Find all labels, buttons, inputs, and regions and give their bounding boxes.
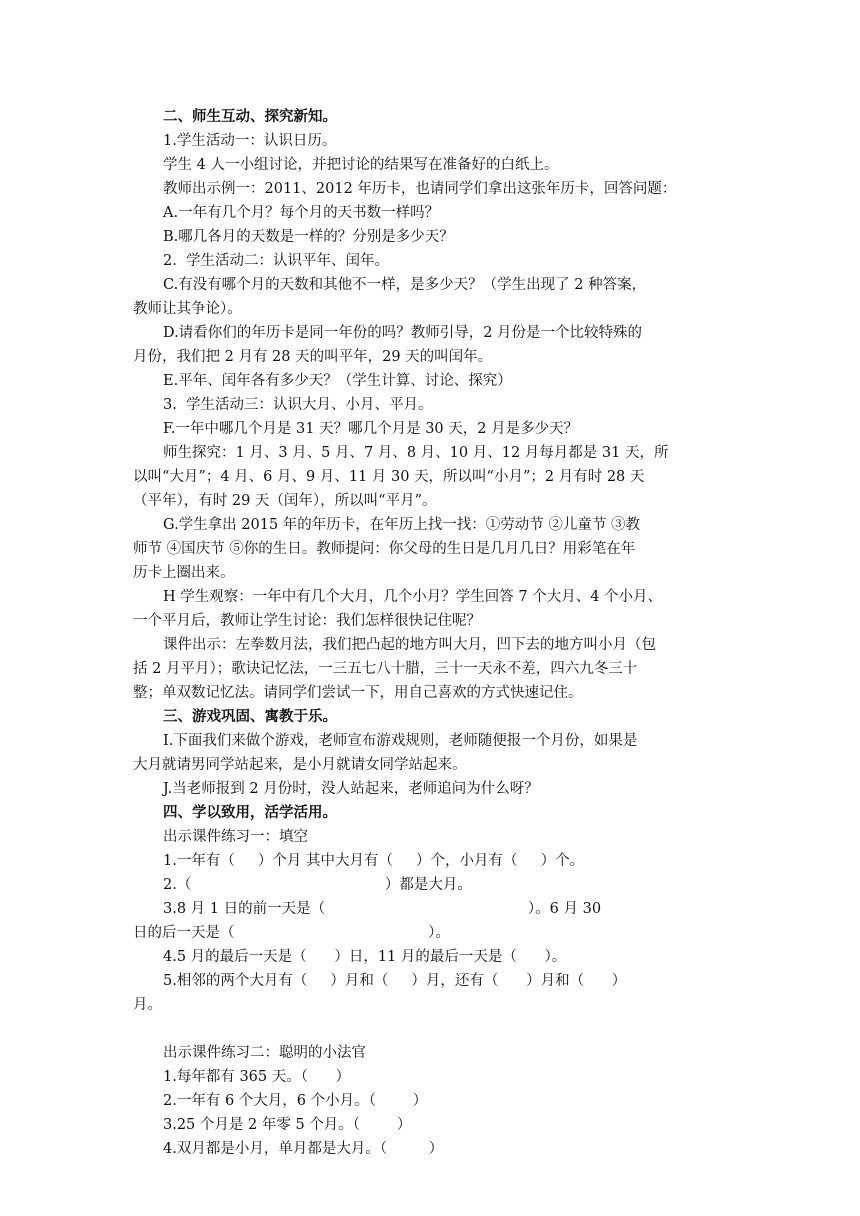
question-a: A.一年有几个月？每个月的天书数一样吗？ [163,205,440,221]
paragraph-cont: 括 2 月平月）；歌诀记忆法，一三五七八十腊，三十一天永不差，四六九冬三十 [133,661,638,677]
exercise-1-item-cont: 日的后一天是（ ）。 [133,925,450,941]
question-i: I.下面我们来做个游戏，老师宣布游戏规则，老师随便报一个月份，如果是 [163,733,638,749]
question-g: G.学生拿出 2015 年的年历卡，在年历上找一找：①劳动节 ②儿童节 ③教 [163,517,641,533]
exercise-1-item-cont: 月。 [133,997,162,1013]
paragraph: 学生 4 人一小组讨论，并把讨论的结果写在准备好的白纸上。 [163,157,559,173]
question-c-cont: 教师让其争论）。 [133,301,242,317]
question-g-cont: 历卡上圈出来。 [133,565,235,581]
exercise-2-item: 4.双月都是小月，单月都是大月。（ ） [163,1141,444,1157]
exercise-1-item: 5.相邻的两个大月有（ ）月和（ ）月，还有（ ）月和（ ） [163,973,627,989]
exercise-1-title: 出示课件练习一：填空 [163,829,308,845]
section-heading-4: 四、学以致用，活学活用。 [163,805,337,821]
question-g-cont: 师节 ④国庆节 ⑤你的生日。教师提问：你父母的生日是几月几日？用彩笔在年 [133,541,636,557]
paragraph-cont: 整；单双数记忆法。请同学们尝试一下，用自己喜欢的方式快速记住。 [133,685,583,701]
paragraph: 教师出示例一：2011、2012 年历卡，也请同学们拿出这张年历卡，回答问题： [163,181,677,197]
question-e: E.平年、闰年各有多少天？（学生计算、讨论、探究） [163,373,512,389]
question-h-cont: 一个平月后，教师让学生讨论：我们怎样很快记住呢？ [133,613,481,629]
paragraph-cont: （平年），有时 29 天（闰年），所以叫“平月”。 [133,493,437,509]
activity-2-heading: 2. 学生活动二：认识平年、闰年。 [163,253,390,269]
exercise-2-item: 3.25 个月是 2 年零 5 个月。（ ） [163,1117,412,1133]
exercise-2-title: 出示课件练习二：聪明的小法官 [163,1045,366,1061]
section-heading-3: 三、游戏巩固、寓教于乐。 [163,709,337,725]
section-heading-2: 二、师生互动、探究新知。 [163,109,337,125]
exercise-1-item: 2.（ ）都是大月。 [163,877,472,893]
question-f: F.一年中哪几个月是 31 天？哪几个月是 30 天，2 月是多少天？ [163,421,579,437]
activity-1-heading: 1.学生活动一：认识日历。 [163,133,337,149]
activity-3-heading: 3. 学生活动三：认识大月、小月、平月。 [163,397,433,413]
paragraph: 师生探究：1 月、3 月、5 月、7 月、8 月、10 月、12 月每月都是 31 天，所 [163,445,669,461]
paragraph: 课件出示：左拳数月法，我们把凸起的地方叫大月，凹下去的地方叫小月（包 [163,637,656,653]
exercise-1-item: 4.5 月的最后一天是（ ）日，11 月的最后一天是（ ）。 [163,949,567,965]
question-b: B.哪几各月的天数是一样的？分别是多少天？ [163,229,454,245]
question-d: D.请看你们的年历卡是同一年份的吗？教师引导，2 月份是一个比较特殊的 [163,325,643,341]
question-d-cont: 月份，我们把 2 月有 28 天的叫平年，29 天的叫闰年。 [133,349,493,365]
question-j: J.当老师报到 2 月份时，没人站起来，老师追问为什么呀？ [163,781,539,797]
question-h: H 学生观察：一年中有几个大月，几个小月？学生回答 7 个大月、4 个小月、 [163,589,663,605]
paragraph-cont: 以叫“大月”；4 月、6 月、9 月、11 月 30 天，所以叫“小月”；2 月有时 28 天 [133,469,645,485]
exercise-2-item: 2.一年有 6 个大月，6 个小月。（ ） [163,1093,428,1109]
question-c: C.有没有哪个月的天数和其他不一样，是多少天？（学生出现了 2 种答案， [163,277,647,293]
exercise-2-item: 1.每年都有 365 天。（ ） [163,1069,351,1085]
exercise-1-item: 1.一年有（ ）个月 其中大月有（ ）个，小月有（ ）个。 [163,853,585,869]
question-i-cont: 大月就请男同学站起来，是小月就请女同学站起来。 [133,757,467,773]
exercise-1-item: 3.8 月 1 日的前一天是（ ）。6 月 30 [163,901,602,917]
